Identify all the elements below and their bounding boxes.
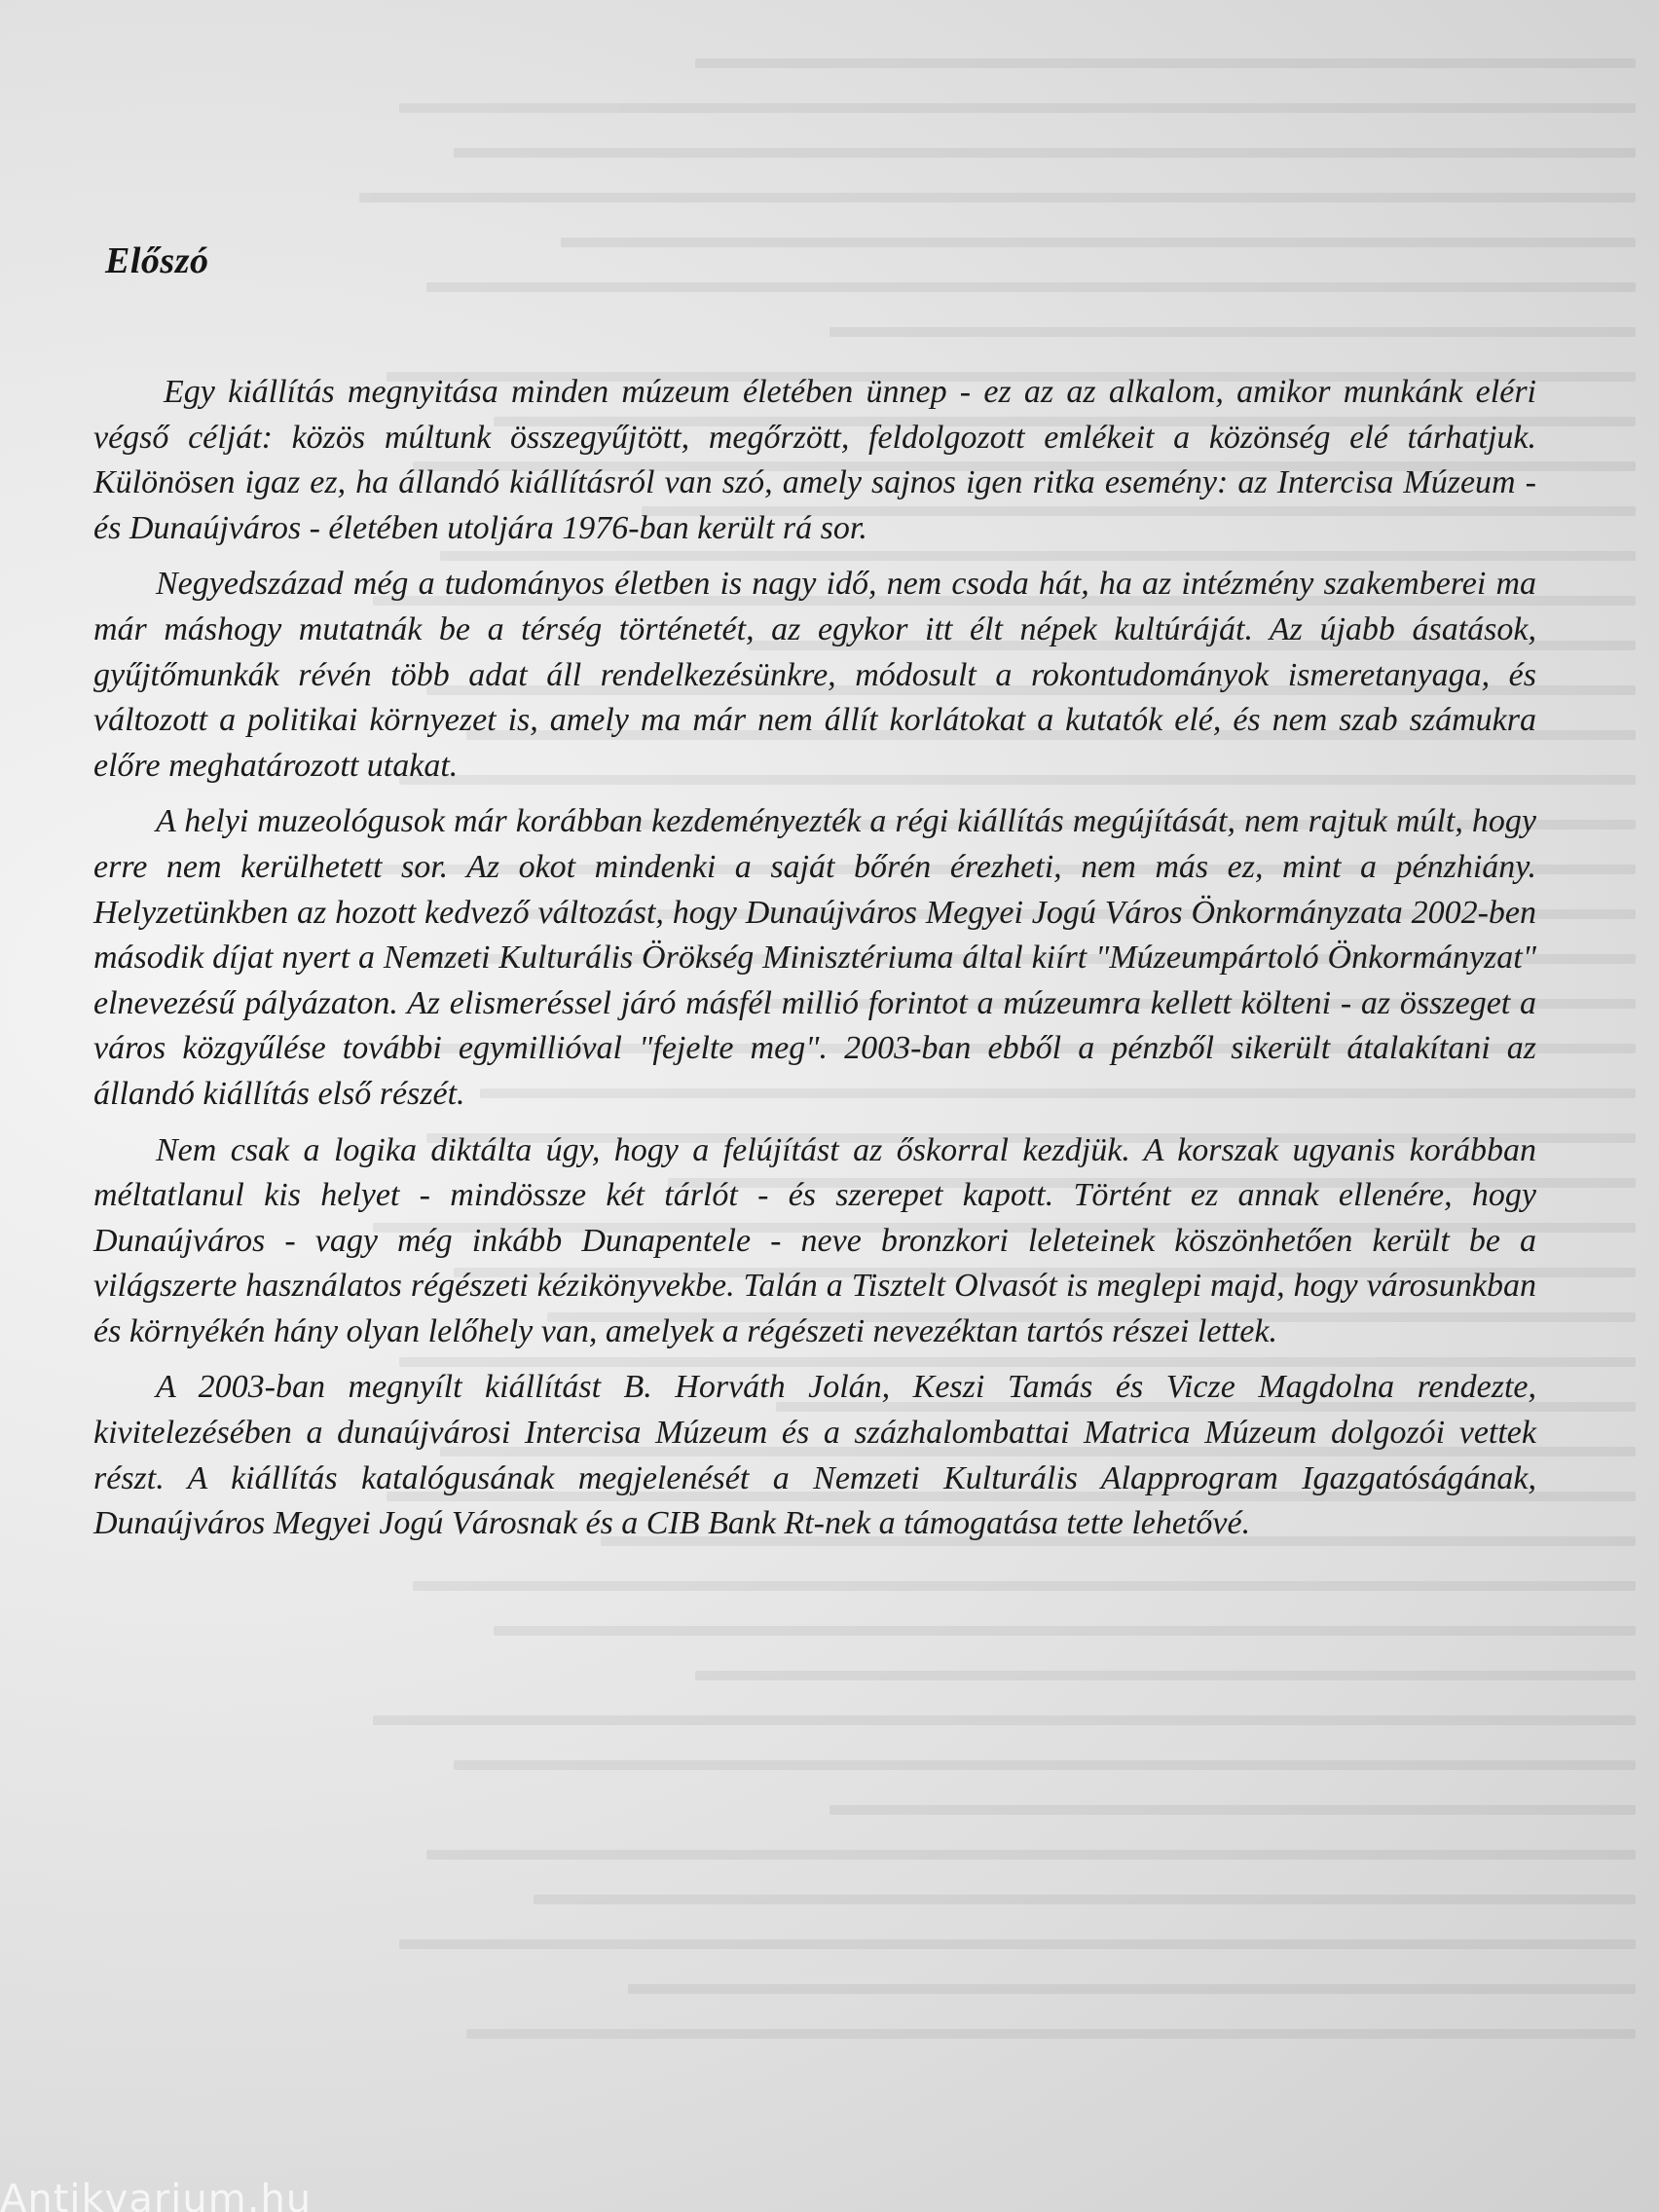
- paragraph-4: Nem csak a logika diktálta úgy, hogy a felújítást az őskorral kezdjük. A korszak ugyanis korábban méltatlanul kis helyet - mindössze két tárlót - és szerepet kapott. Történt ez annak ellenére, hogy Dunaújváros - vagy még inkább Dunapentele - neve bronzkori leleteinek köszönhetően került be a világszerte használatos régészeti kézikönyvekbe. Talán a Tisztelt Olvasót is meglepi majd, hogy városunkban és környékén hány olyan lelőhely van, amelyek a régészeti nevezéktan tartós részei lettek.: [93, 1131, 1536, 1349]
- paragraph-3: A helyi muzeológusok már korábban kezdeményezték a régi kiállítás megújítását, nem rajtuk múlt, hogy erre nem kerülhetett sor. Az okot mindenki a saját bőrén érezheti, nem más ez, mint a pénzhiány. Helyzetünkben az hozott kedvező változást, hogy Dunaújváros Megyei Jogú Város Önkormányzata 2002-ben második díjat nyert a Nemzeti Kulturális Örökség Minisztériuma által kiírt "Múzeumpártoló Önkormányzat" elnevezésű pályázaton. Az elismeréssel járó másfél millió forintot a múzeumra kellett költeni - az összeget a város közgyűlése további egymillióval "fejelte meg". 2003-ban ebből a pénzből sikerült átalakítani az állandó kiállítás első részét.: [93, 803, 1536, 1112]
- paragraph-2: Negyedszázad még a tudományos életben is nagy idő, nem csoda hát, ha az intézmény szakemberei ma már máshogy mutatnák be a térség történetét, az egykor itt élt népek kultúráját. Az újabb ásatások, gyűjtőmunkák révén több adat áll rendelkezésünkre, módosult a rokontudományok ismeretanyaga, és változott a politikai környezet is, amely ma már nem állít korlátokat a kutatók elé, és nem szab számukra előre meghatározott utakat.: [93, 566, 1536, 784]
- page-title: Előszó: [105, 240, 209, 281]
- paragraph-5: A 2003-ban megnyílt kiállítást B. Horváth Jolán, Keszi Tamás és Vicze Magdolna rendezte, kivitelezésében a dunaújvárosi Intercisa Múzeum és a százhalombattai Matrica Múzeum dolgozói vettek részt. A kiállítás katalógusának megjelenését a Nemzeti Kulturális Alapprogram Igazgatóságának, Dunaújváros Megyei Jogú Városnak és a CIB Bank Rt-nek a támogatása tette lehetővé.: [93, 1369, 1536, 1542]
- paragraph-1: Egy kiállítás megnyitása minden múzeum életében ünnep - ez az az alkalom, amikor munkánk eléri végső célját: közös múltunk összegyűjtött, megőrzött, feldolgozott emlékeit a közönség elé tárhatjuk. Különösen igaz ez, ha állandó kiállításról van szó, amely sajnos igen ritka esemény: az Intercisa Múzeum - és Dunaújváros - életében utoljára 1976-ban került rá sor.: [93, 374, 1536, 546]
- foreword-body: [93, 370, 1536, 1558]
- watermark: Antikvarium.hu: [0, 2177, 313, 2212]
